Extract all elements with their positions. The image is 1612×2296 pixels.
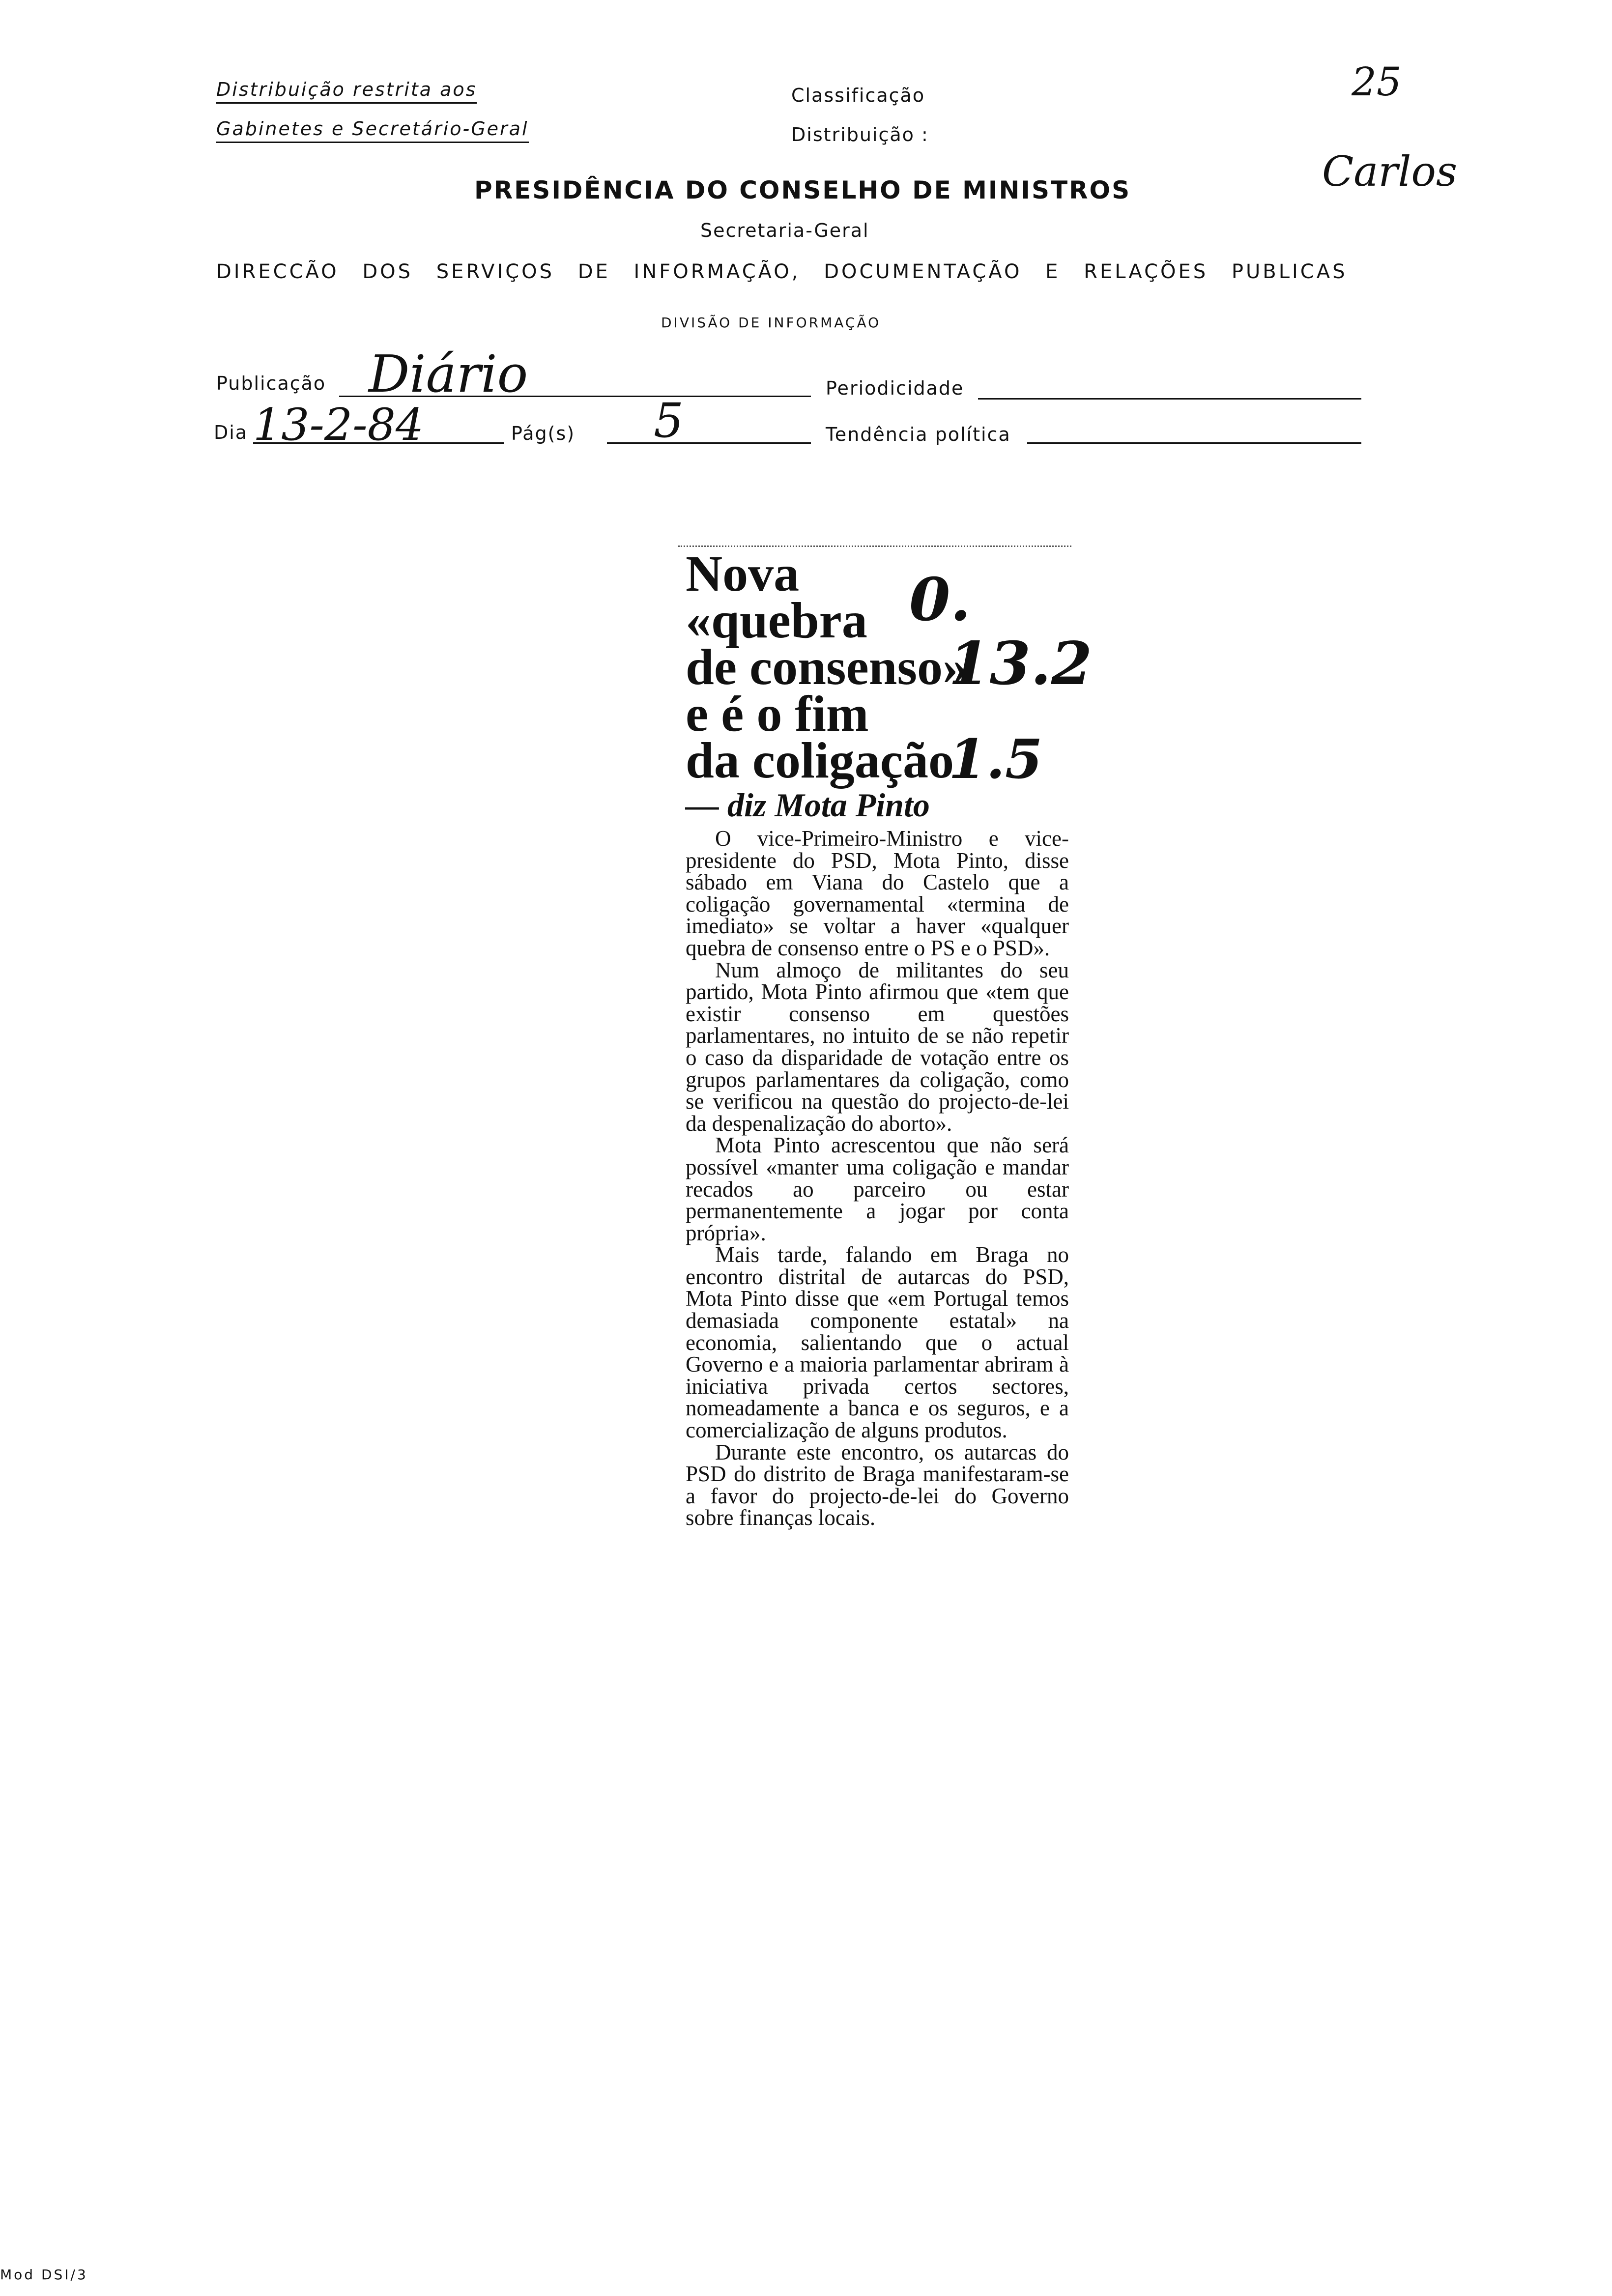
dia-label: Dia [214,422,248,443]
publicacao-label: Publicação [216,373,326,394]
distribuicao-label: Distribuição : [791,124,929,145]
headline-line-1: Nova [686,545,800,602]
restriction-line-2: Gabinetes e Secretário-Geral [216,118,529,143]
handwritten-number-annotation: 25 [1352,59,1402,105]
pags-label: Pág(s) [511,423,576,444]
handwritten-mark-1: 0. [909,565,971,634]
page-subtitle: Secretaria-Geral [700,220,869,241]
tendencia-label: Tendência política [826,424,1011,445]
publicacao-handwritten-value: Diário [369,344,528,404]
article-paragraph: Durante este encontro, os autarcas do PSD do distrito de Braga manifestaram-se a favor do projecto-de-lei do Governo sobre finanças locais. [686,1439,1069,1530]
article-paragraph: Mota Pinto acrescentou que não será possível «manter uma coligação e mandar recados ao parceiro ou estar permanentemente a jogar por conta própria». [686,1133,1069,1245]
division-line: DIVISÃO DE INFORMAÇÃO [661,315,881,331]
headline-line-3: de consenso» [686,639,968,695]
directorate-line: DIRECCÃO DOS SERVIÇOS DE INFORMAÇÃO, DOCUMENTAÇÃO E RELAÇÕES PUBLICAS [216,260,1348,283]
classificacao-label: Classificação [791,85,925,106]
handwritten-mark-3: 1.5 [949,727,1043,791]
form-model-code: Mod DSI/3 [0,2267,88,2283]
restriction-line-1: Distribuição restrita aos [216,79,477,104]
pags-handwritten-value: 5 [654,393,684,448]
headline-line-4: e é o fim [686,686,869,742]
article-paragraph: O vice-Primeiro-Ministro e vice-presidente do PSD, Mota Pinto, disse sábado em Viana do Castelo que a coligação governamental «termina de imediato» se voltar a haver «qualquer quebra de consenso entre o PS e o PSD». [686,826,1069,960]
headline-line-5: da coligação [686,732,954,789]
page-title: PRESIDÊNCIA DO CONSELHO DE MINISTROS [474,176,1131,204]
handwritten-name-annotation: Carlos [1322,147,1458,196]
article-paragraph: Num almoço de militantes do seu partido, Mota Pinto afirmou que «tem que existir consenso em questões parlamentares, no intuito de se não repetir o caso da disparidade de votação entre os grupos parlamentares da coligação, como se verificou na questão do projecto-de-lei da despenalização do aborto». [686,957,1069,1136]
byline: — diz Mota Pinto [686,786,930,824]
tendencia-field-line [1027,442,1361,444]
periodicidade-label: Periodicidade [826,377,964,399]
handwritten-mark-2: 13.2 [949,629,1093,698]
headline-line-2: «quebra [686,592,867,649]
pags-field-line [607,442,811,444]
article-paragraph: Mais tarde, falando em Braga no encontro distrital de autarcas do PSD, Mota Pinto disse que «em Portugal temos demasiada componente estatal» na economia, salientando que o actual Governo e a maioria parlamentar abriram à iniciativa privada certos sectores, nomeadamente a banca e os seguros, e a comercialização de alguns produtos. [686,1242,1069,1443]
dia-handwritten-value: 13-2-84 [253,399,424,451]
periodicidade-field-line [978,398,1361,400]
